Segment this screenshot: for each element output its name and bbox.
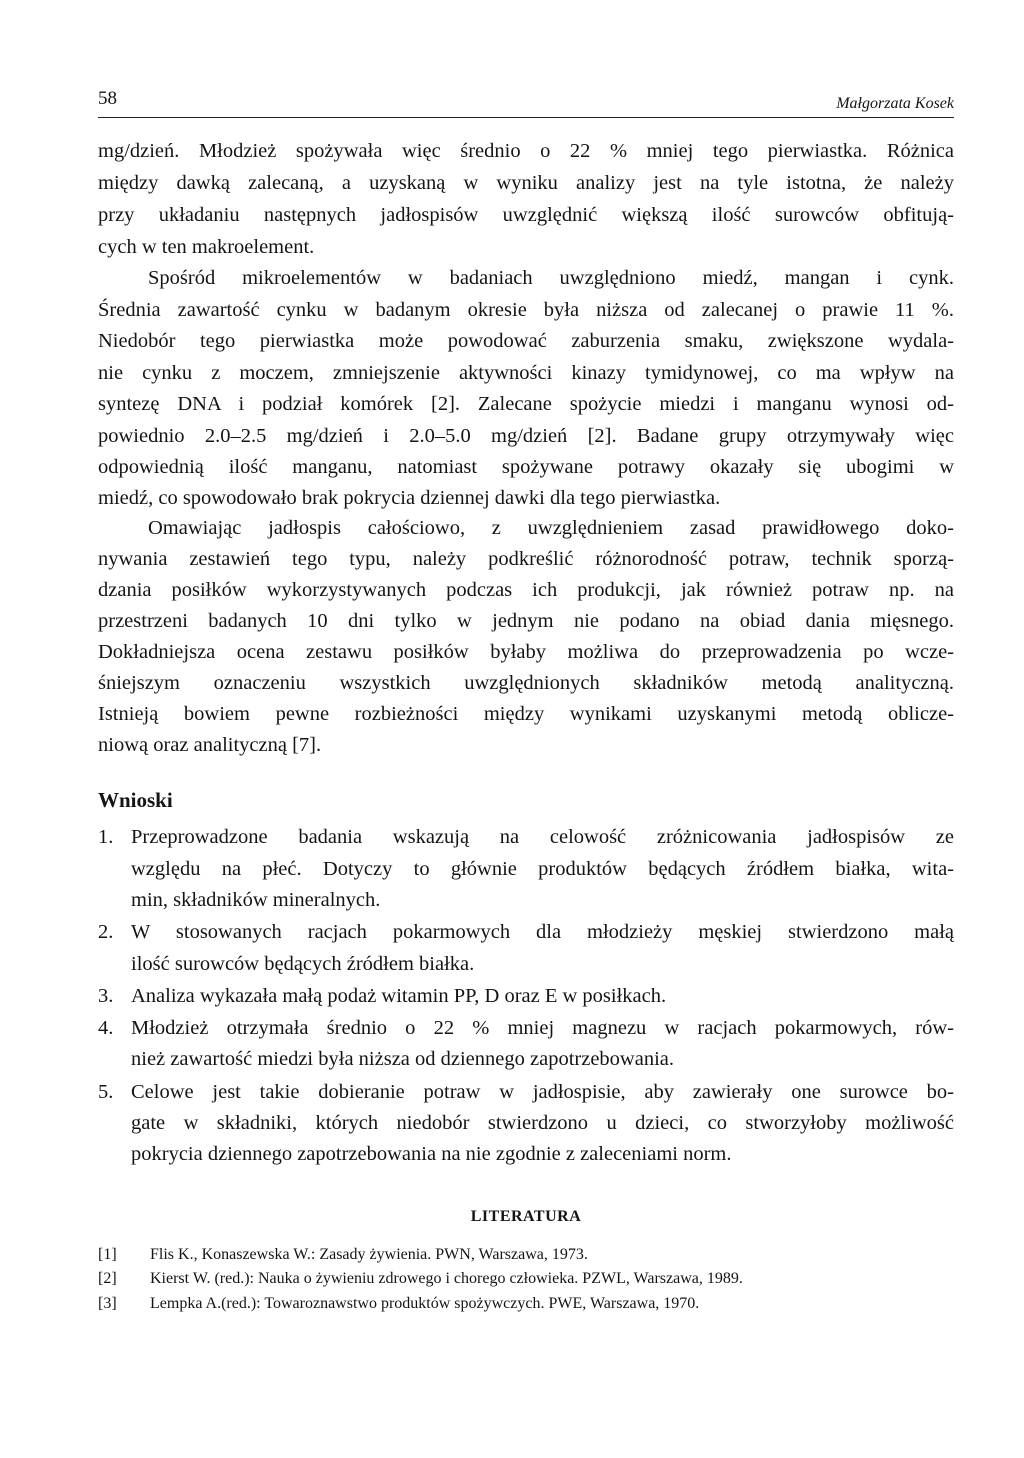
body-line: mg/dzień. Młodzież spożywała więc średnio o 22 % mniej tego pierwiastka. Różnica xyxy=(98,140,954,162)
body-line: Istnieją bowiem pewne rozbieżności między wynikami uzyskanymi metodą oblicze- xyxy=(98,703,954,725)
reference-number: [3] xyxy=(98,1295,117,1312)
list-item-line: względu na płeć. Dotyczy to głównie produktów będących źródłem białka, wita- xyxy=(131,858,954,880)
body-line: niową oraz analityczną [7]. xyxy=(98,734,322,756)
body-line: Średnia zawartość cynku w badanym okresie była niższa od zalecanej o prawie 11 %. xyxy=(98,299,954,321)
reference-text: Kierst W. (red.): Nauka o żywieniu zdrowego i chorego człowieka. PZWL, Warszawa, 1989. xyxy=(150,1270,743,1287)
body-line: cych w ten makroelement. xyxy=(98,236,315,258)
list-item-line: Młodzież otrzymała średnio o 22 % mniej magnezu w racjach pokarmowych, rów- xyxy=(131,1017,954,1039)
reference-text: Flis K., Konaszewska W.: Zasady żywienia. PWN, Warszawa, 1973. xyxy=(150,1246,588,1263)
body-line: odpowiednią ilość manganu, natomiast spożywane potrawy okazały się ubogimi w xyxy=(98,456,954,478)
list-item-line: min, składników mineralnych. xyxy=(131,889,381,911)
list-item-line: Celowe jest takie dobieranie potraw w jadłospisie, aby zawierały one surowce bo- xyxy=(131,1081,954,1103)
body-line: między dawką zalecaną, a uzyskaną w wyniku analizy jest na tyle istotna, że należy xyxy=(98,172,954,194)
body-line: dzania posiłków wykorzystywanych podczas ich produkcji, jak również potraw np. na xyxy=(98,579,954,601)
body-line: Dokładniejsza ocena zestawu posiłków byłaby możliwa do przeprowadzenia po wcze- xyxy=(98,641,954,663)
list-item-number: 2. xyxy=(98,921,114,943)
list-item-line: Przeprowadzone badania wskazują na celowość zróżnicowania jadłospisów ze xyxy=(131,826,954,848)
reference-number: [2] xyxy=(98,1270,117,1287)
body-line: syntezę DNA i podział komórek [2]. Zalecane spożycie miedzi i manganu wynosi od- xyxy=(98,393,954,415)
list-item-line: W stosowanych racjach pokarmowych dla młodzieży męskiej stwierdzono małą xyxy=(131,921,954,943)
body-line: powiednio 2.0–2.5 mg/dzień i 2.0–5.0 mg/dzień [2]. Badane grupy otrzymywały więc xyxy=(98,425,954,447)
list-item-line: nież zawartość miedzi była niższa od dziennego zapotrzebowania. xyxy=(131,1048,674,1070)
body-line: miedź, co spowodowało brak pokrycia dziennej dawki dla tego pierwiastka. xyxy=(98,487,721,509)
running-header-author: Małgorzata Kosek xyxy=(836,95,954,112)
list-item-number: 3. xyxy=(98,985,114,1007)
body-line: Omawiając jadłospis całościowo, z uwzględnieniem zasad prawidłowego doko- xyxy=(148,517,954,539)
page-header xyxy=(98,85,954,118)
section-heading-literature: LITERATURA xyxy=(470,1208,582,1225)
list-item-line: Analiza wykazała małą podaż witamin PP, D oraz E w posiłkach. xyxy=(131,985,667,1007)
body-line: przestrzeni badanych 10 dni tylko w jednym nie podano na obiad dania mięsnego. xyxy=(98,610,954,632)
body-line: Spośród mikroelementów w badaniach uwzględniono miedź, mangan i cynk. xyxy=(148,267,954,289)
reference-number: [1] xyxy=(98,1246,117,1263)
list-item-line: pokrycia dziennego zapotrzebowania na nie zgodnie z zaleceniami norm. xyxy=(131,1143,732,1165)
reference-text: Lempka A.(red.): Towaroznawstwo produktów spożywczych. PWE, Warszawa, 1970. xyxy=(150,1295,700,1312)
list-item-number: 4. xyxy=(98,1017,114,1039)
body-line: nywania zestawień tego typu, należy podkreślić różnorodność potraw, technik sporzą- xyxy=(98,548,954,570)
body-line: nie cynku z moczem, zmniejszenie aktywności kinazy tymidynowej, co ma wpływ na xyxy=(98,362,954,384)
section-heading-conclusions: Wnioski xyxy=(98,788,173,812)
body-line: Niedobór tego pierwiastka może powodować zaburzenia smaku, zwiększone wydala- xyxy=(98,330,954,352)
body-line: śniejszym oznaczeniu wszystkich uwzględnionych składników metodą analityczną. xyxy=(98,672,954,694)
list-item-number: 1. xyxy=(98,826,114,848)
list-item-line: ilość surowców będących źródłem białka. xyxy=(131,953,475,975)
page-number: 58 xyxy=(98,88,117,109)
list-item-number: 5. xyxy=(98,1081,114,1103)
body-line: przy układaniu następnych jadłospisów uwzględnić większą ilość surowców obfitują- xyxy=(98,204,954,226)
list-item-line: gate w składniki, których niedobór stwierdzono u dzieci, co stworzyłoby możliwość xyxy=(131,1112,954,1134)
